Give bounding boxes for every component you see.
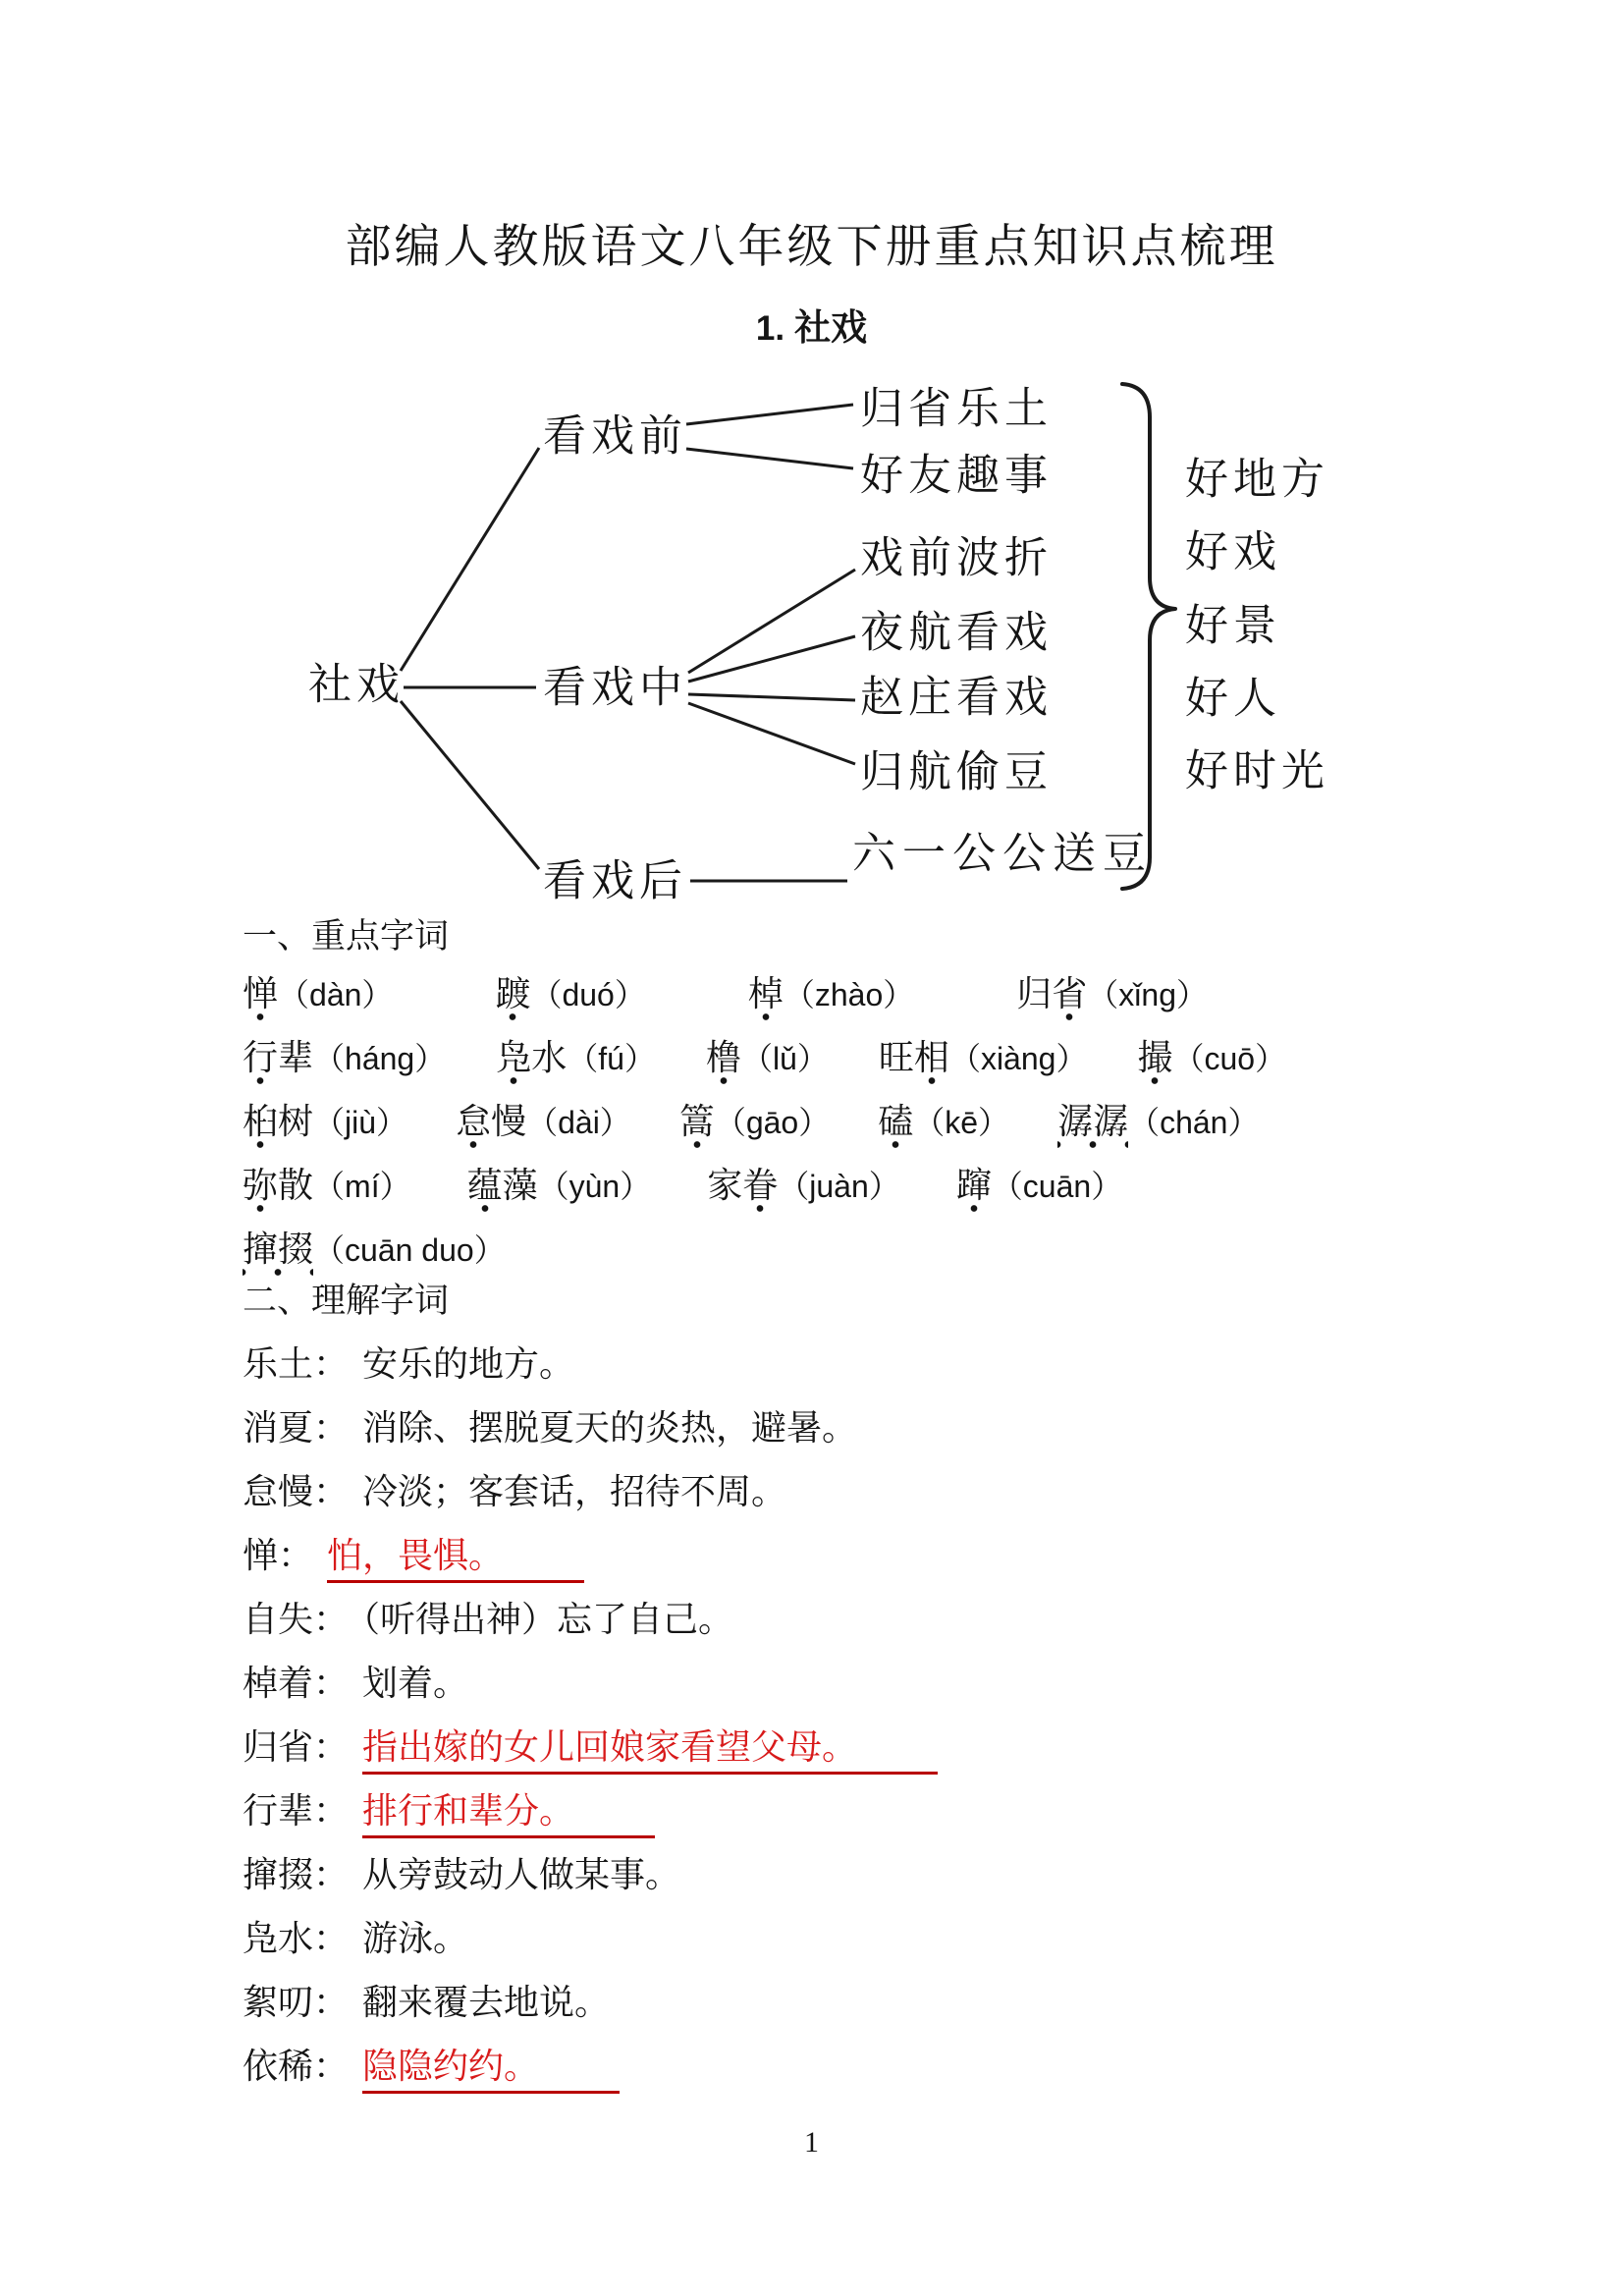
pinyin: （cuān） — [991, 1169, 1123, 1204]
diagram-event-3: 戏前波折 — [860, 533, 1053, 582]
keyword-entry: 橹（lǔ） — [706, 1026, 829, 1091]
keyword-entry: 凫水（fú） — [496, 1026, 656, 1091]
diagram-quality-4: 好人 — [1185, 674, 1281, 723]
definition-row — [243, 1524, 1519, 1588]
diagram-event-5: 赵庄看戏 — [860, 673, 1053, 722]
keyword-entry: 行辈（háng） — [243, 1026, 446, 1091]
keywords-line-3 — [243, 1090, 1519, 1154]
definition-text: 翻来覆去地说。 — [362, 1983, 611, 2022]
diagram-stage-during: 看戏中 — [543, 663, 687, 712]
keyword-entry: 篙（gāo） — [679, 1090, 830, 1155]
keywords-section — [243, 911, 1519, 1282]
keyword-entry: 桕树（jiù） — [243, 1090, 407, 1155]
definition-term: 怠慢： — [243, 1472, 350, 1511]
pinyin: （jiù） — [313, 1105, 408, 1140]
definition-term: 凫水： — [243, 1919, 350, 1958]
pinyin: （cuō） — [1172, 1041, 1287, 1076]
definition-text: 消除、摆脱夏天的炎热，避暑。 — [362, 1408, 858, 1448]
lesson-number: 1. — [755, 309, 785, 348]
pinyin: （fú） — [567, 1041, 656, 1076]
definition-text: 从旁鼓动人做某事。 — [362, 1855, 681, 1894]
definitions-heading: 二、理解字词 — [243, 1282, 450, 1320]
connector-lines — [401, 405, 855, 881]
pinyin: （juàn） — [778, 1169, 900, 1204]
diagram-stage-after: 看戏后 — [543, 856, 687, 905]
keyword-entry: 磕（kē） — [878, 1090, 1009, 1155]
definition-term: 惮： — [243, 1536, 314, 1575]
pinyin: （xiàng） — [948, 1041, 1088, 1076]
keyword-entry: 怠慢（dài） — [456, 1090, 631, 1155]
diagram-event-2: 好友趣事 — [860, 451, 1053, 500]
diagram-quality-5: 好时光 — [1185, 746, 1329, 795]
pinyin: （yùn） — [537, 1169, 652, 1204]
keyword-entry: 惮（dàn） — [243, 962, 393, 1027]
diagram-event-7: 六一公公送豆 — [852, 829, 1153, 878]
keyword-entry: 蕴藻（yùn） — [467, 1154, 652, 1219]
definition-row — [243, 1460, 1519, 1524]
definition-text: 划着。 — [362, 1664, 469, 1703]
right-brace — [1122, 384, 1175, 889]
pinyin: （cuān duo） — [313, 1232, 506, 1268]
pinyin: （chán） — [1128, 1105, 1260, 1140]
keyword-entry: 潺潺（chán） — [1057, 1090, 1259, 1155]
pinyin: （duó） — [530, 977, 646, 1012]
pinyin: （gāo） — [714, 1105, 831, 1140]
pinyin: （dài） — [526, 1105, 631, 1140]
page-number: 1 — [804, 2126, 819, 2159]
definition-text-highlighted: 隐隐约约。 — [362, 2047, 620, 2094]
diagram-event-4: 夜航看戏 — [860, 608, 1053, 657]
definition-text: 安乐的地方。 — [362, 1344, 575, 1384]
diagram-root: 社戏 — [308, 660, 405, 709]
definition-text: 游泳。 — [362, 1919, 469, 1958]
keyword-entry: 蹿（cuān） — [956, 1154, 1122, 1219]
keyword-entry: 归省（xǐng） — [1016, 962, 1208, 1027]
keyword-entry: 旺相（xiàng） — [879, 1026, 1088, 1091]
keyword-entry: 踱（duó） — [495, 962, 645, 1027]
keywords-heading: 一、重点字词 — [243, 917, 450, 956]
lesson-title: 社戏 — [794, 308, 868, 349]
keyword-entry: 弥散（mí） — [243, 1154, 411, 1219]
definition-row — [243, 1588, 1519, 1652]
definition-term: 消夏： — [243, 1408, 350, 1448]
definition-row — [243, 1779, 1519, 1843]
definition-term: 自失： — [243, 1600, 350, 1639]
keywords-line-2 — [243, 1026, 1519, 1090]
definition-text-highlighted: 怕，畏惧。 — [327, 1536, 584, 1583]
definition-row — [243, 1396, 1519, 1460]
diagram-quality-1: 好地方 — [1185, 455, 1329, 504]
definition-term: 乐土： — [243, 1344, 350, 1384]
definition-row — [243, 1971, 1519, 2035]
pinyin: （kē） — [913, 1105, 1010, 1140]
definition-row — [243, 1652, 1519, 1716]
definition-row — [243, 1716, 1519, 1779]
diagram-event-6: 归航偷豆 — [860, 747, 1053, 796]
definition-text-highlighted: 指出嫁的女儿回娘家看望父母。 — [362, 1727, 938, 1775]
definition-row — [243, 1333, 1519, 1396]
pinyin: （mí） — [313, 1169, 411, 1204]
definition-term: 归省： — [243, 1727, 350, 1767]
definition-row — [243, 1907, 1519, 1971]
diagram-quality-2: 好戏 — [1185, 527, 1281, 576]
definition-text: （听得出神）忘了自己。 — [362, 1600, 734, 1639]
definition-text: 冷淡；客套话，招待不周。 — [362, 1472, 787, 1511]
lesson-heading — [0, 298, 1623, 351]
document-title: 部编人教版语文八年级下册重点知识点梳理 — [345, 222, 1278, 273]
pinyin: （háng） — [313, 1041, 447, 1076]
pinyin: （dàn） — [278, 977, 394, 1012]
pinyin: （zhào） — [783, 977, 915, 1012]
diagram-event-1: 归省乐土 — [860, 384, 1053, 433]
definition-text-highlighted: 排行和辈分。 — [362, 1791, 655, 1838]
keyword-entry: 家眷（juàn） — [707, 1154, 900, 1219]
definition-term: 依稀： — [243, 2047, 350, 2086]
definition-row — [243, 1843, 1519, 1907]
keywords-line-4 — [243, 1154, 1519, 1218]
definitions-section — [243, 1269, 1519, 2099]
keyword-entry: 棹（zhào） — [748, 962, 914, 1027]
definition-term: 撺掇： — [243, 1855, 350, 1894]
pinyin: （lǔ） — [740, 1041, 829, 1076]
structure-diagram — [0, 363, 1623, 933]
diagram-stage-before: 看戏前 — [543, 411, 687, 461]
pinyin: （xǐng） — [1087, 977, 1209, 1012]
definition-row — [243, 2035, 1519, 2099]
definition-term: 行辈： — [243, 1791, 350, 1831]
diagram-quality-3: 好景 — [1185, 601, 1281, 650]
definition-term: 絮叨： — [243, 1983, 350, 2022]
definition-term: 棹着： — [243, 1664, 350, 1703]
keywords-line-1 — [243, 962, 1519, 1026]
keyword-entry: 撮（cuō） — [1137, 1026, 1286, 1091]
keyword-entry: 撺掇（cuān duo） — [243, 1218, 506, 1283]
